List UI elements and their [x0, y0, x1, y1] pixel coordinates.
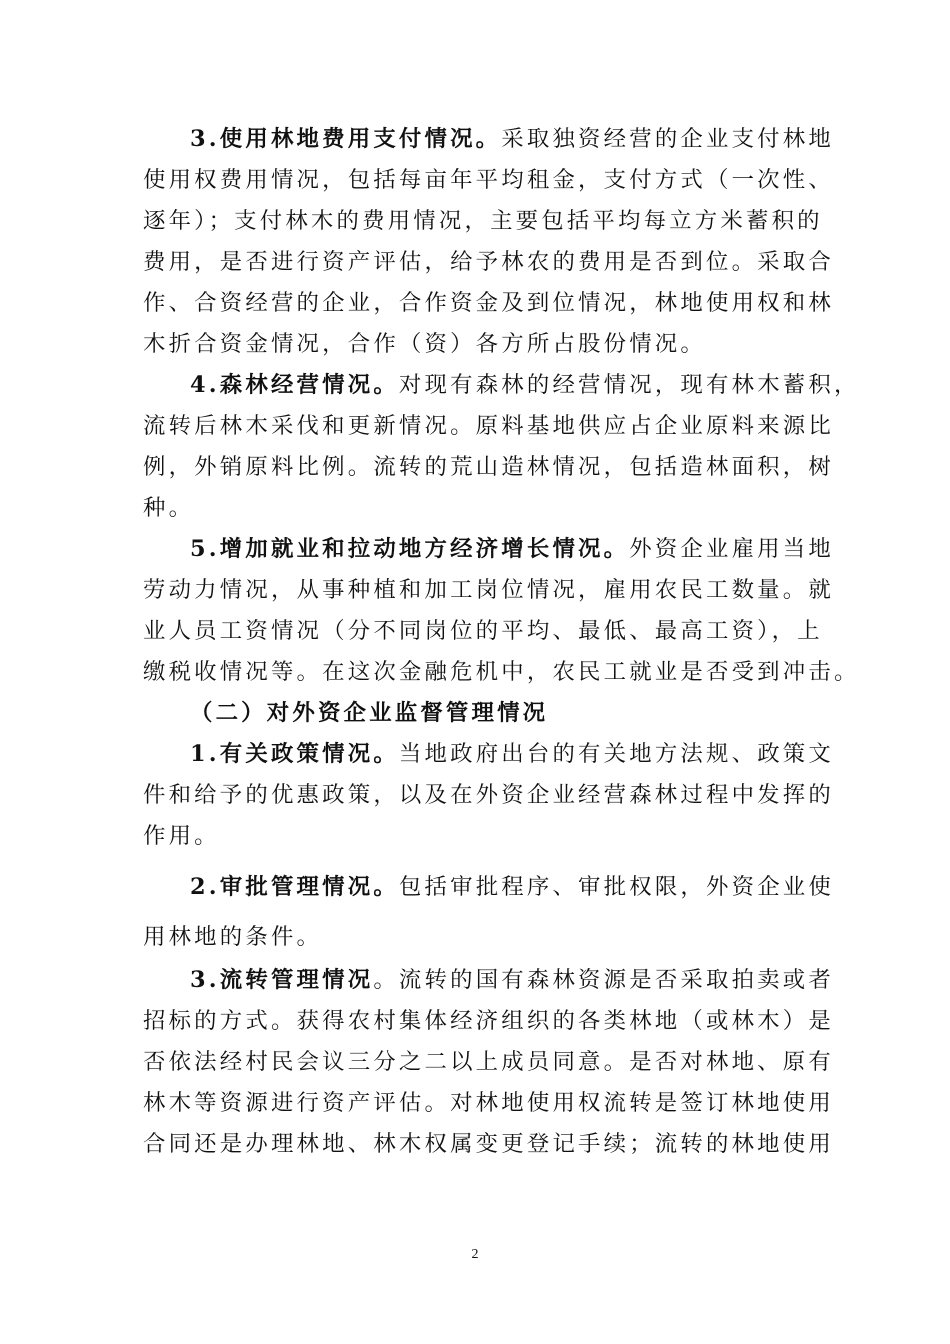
policy-line-1 [190, 739, 834, 769]
transfer-line-2: 招标的方式。获得农村集体经济组织的各类林地（或林木）是 [143, 1008, 834, 1034]
paragraph-5-text: 外资企业雇用当地 [629, 536, 834, 562]
transfer-text: 。流转的国有森林资源是否采取拍卖或者 [373, 967, 834, 993]
approval-text: 包括审批程序、审批权限，外资企业使 [398, 874, 834, 900]
paragraph-4-line-3: 例，外销原料比例。流转的荒山造林情况，包括造林面积，树 [143, 454, 834, 480]
paragraph-5-line-4: 缴税收情况等。在这次金融危机中，农民工就业是否受到冲击。 [143, 659, 860, 685]
paragraph-4-line-1 [190, 370, 860, 400]
transfer-heading: 3.流转管理情况 [190, 967, 374, 993]
paragraph-3-line-2: 使用权费用情况，包括每亩年平均租金，支付方式（一次性、 [143, 167, 834, 193]
paragraph-4-heading: 4.森林经营情况。 [190, 372, 399, 398]
approval-line-2: 用林地的条件。 [143, 924, 323, 950]
policy-line-2: 件和给予的优惠政策，以及在外资企业经营森林过程中发挥的 [143, 782, 834, 808]
paragraph-3-text: 采取独资经营的企业支付林地 [501, 126, 834, 152]
transfer-line-4: 林木等资源进行资产评估。对林地使用权流转是签订林地使用 [143, 1090, 834, 1116]
paragraph-3-line-6: 木折合资金情况，合作（资）各方所占股份情况。 [143, 331, 706, 357]
paragraph-5-heading: 5.增加就业和拉动地方经济增长情况。 [190, 536, 630, 562]
paragraph-5-line-3: 业人员工资情况（分不同岗位的平均、最低、最高工资），上 [143, 618, 823, 644]
transfer-line-5: 合同还是办理林地、林木权属变更登记手续；流转的林地使用 [143, 1131, 834, 1157]
paragraph-3-line-3: 逐年）；支付林木的费用情况，主要包括平均每立方米蓄积的 [143, 208, 823, 234]
section-2-heading: （二）对外资企业监督管理情况 [190, 700, 549, 726]
paragraph-4-line-2: 流转后林木采伐和更新情况。原料基地供应占企业原料来源比 [143, 413, 834, 439]
paragraph-5-line-2: 劳动力情况，从事种植和加工岗位情况，雇用农民工数量。就 [143, 577, 834, 603]
paragraph-4-text: 对现有森林的经营情况，现有林木蓄积， [398, 372, 860, 398]
policy-heading: 1.有关政策情况。 [190, 741, 399, 767]
approval-heading: 2.审批管理情况。 [190, 874, 399, 900]
paragraph-3-heading: 3.使用林地费用支付情况。 [190, 126, 502, 152]
paragraph-3-line-1 [190, 124, 834, 154]
paragraph-5-line-1 [190, 534, 834, 564]
page-number: 2 [471, 1247, 479, 1262]
transfer-line-3: 否依法经村民会议三分之二以上成员同意。是否对林地、原有 [143, 1049, 834, 1075]
paragraph-4-line-4: 种。 [143, 495, 195, 521]
paragraph-3-line-5: 作、合资经营的企业，合作资金及到位情况，林地使用权和林 [143, 290, 834, 316]
policy-text: 当地政府出台的有关地方法规、政策文 [398, 741, 834, 767]
transfer-line-1 [190, 965, 834, 995]
approval-line-1 [190, 872, 834, 902]
policy-line-3: 作用。 [143, 823, 220, 849]
paragraph-3-line-4: 费用，是否进行资产评估，给予林农的费用是否到位。采取合 [143, 249, 834, 275]
